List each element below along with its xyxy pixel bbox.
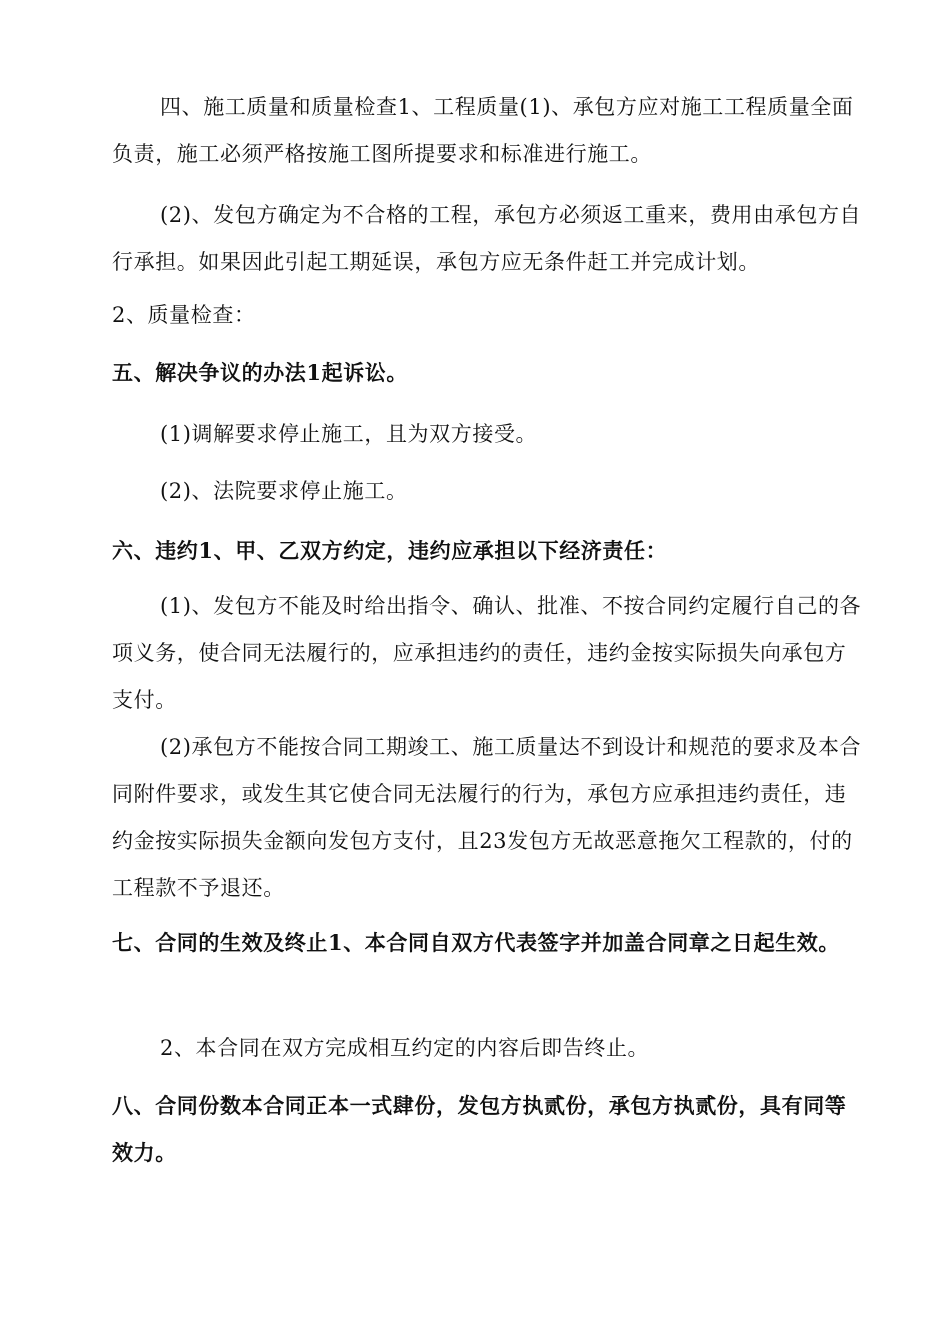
heading-dispute-resolution: 五、解决争议的办法1起诉讼。 (112, 360, 409, 385)
paragraph-dispute-2: (2)、法院要求停止施工。 (160, 479, 408, 503)
paragraph-termination: 2、本合同在双方完成相互约定的内容后即告终止。 (160, 1036, 650, 1060)
heading-breach: 六、违约1、甲、乙双方约定，违约应承担以下经济责任： (112, 538, 668, 563)
heading-copies: 八、合同份数本合同正本一式肆份，发包方执贰份，承包方执贰份，具有同等效力。 (112, 1093, 847, 1165)
paragraph-quality-check: 2、质量检查： (112, 303, 256, 327)
paragraph-quality-1: 四、施工质量和质量检查1、工程质量(1)、承包方应对施工工程质量全面负责，施工必须严格按施工图所提要求和标准进行施工。 (112, 95, 854, 166)
paragraph-breach-2: (2)承包方不能按合同工期竣工、施工质量达不到设计和规范的要求及本合同附件要求，或发生其它使合同无法履行的行为，承包方应承担违约责任，违约金按实际损失金额向发包方支付，且23发包方无故恶意拖欠工程款的，付的工程款不予退还。 (112, 735, 862, 900)
paragraph-breach-1: (1)、发包方不能及时给出指令、确认、批准、不按合同约定履行自己的各项义务，使合同无法履行的，应承担违约的责任，违约金按实际损失向承包方支付。 (112, 594, 862, 712)
paragraph-dispute-1: (1)调解要求停止施工，且为双方接受。 (160, 422, 538, 446)
paragraph-quality-2: (2)、发包方确定为不合格的工程，承包方必须返工重来，费用由承包方自行承担。如果因此引起工期延误，承包方应无条件赶工并完成计划。 (112, 203, 862, 274)
heading-effectiveness: 七、合同的生效及终止1、本合同自双方代表签字并加盖合同章之日起生效。 (112, 930, 841, 955)
